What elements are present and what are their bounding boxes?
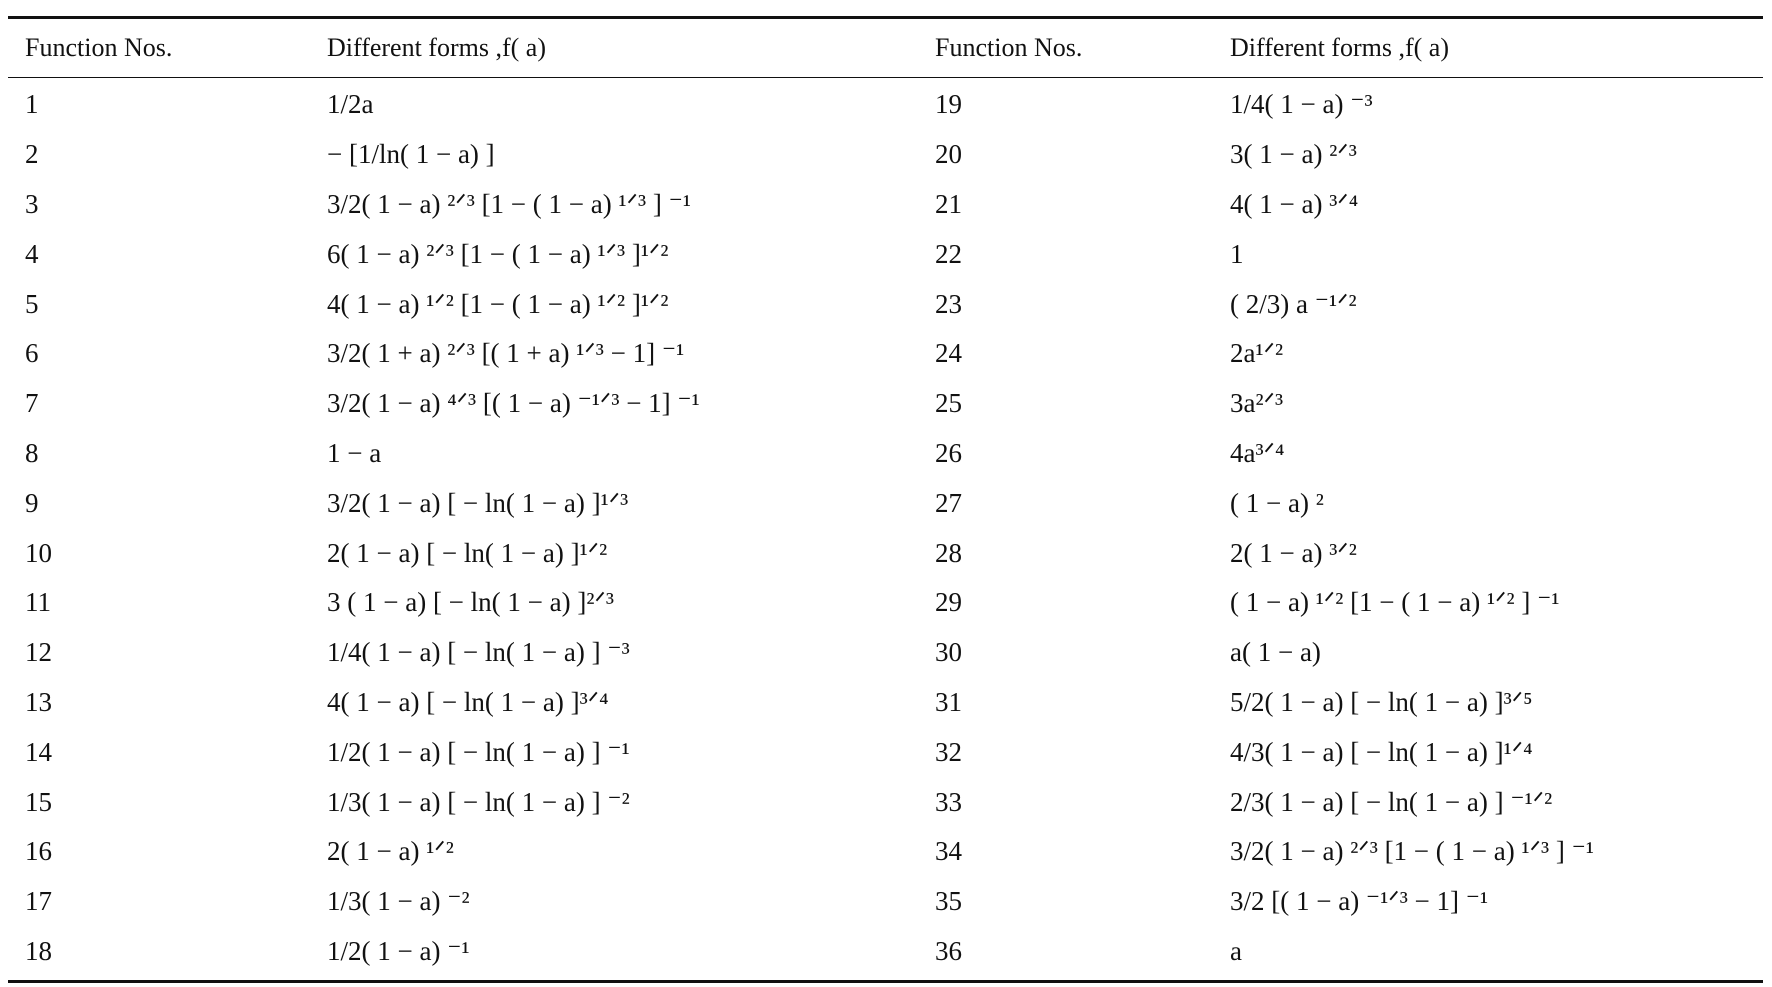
header-function-nos-right: Function Nos. [935, 33, 1083, 62]
function-no-left: 16 [25, 836, 52, 867]
function-no-left: 3 [25, 188, 39, 219]
table-row [8, 130, 1763, 180]
function-no-left: 5 [25, 288, 39, 319]
table-row [8, 727, 1763, 777]
function-no-right: 33 [935, 786, 962, 817]
function-no-left: 8 [25, 437, 39, 468]
function-form-left: 1/2a [327, 89, 374, 120]
function-form-left: 4( 1 − a) [ − ln( 1 − a) ]³ᐟ⁴ [327, 686, 609, 717]
function-form-left: 1/3( 1 − a) ⁻² [327, 886, 470, 917]
function-form-right: 4a³ᐟ⁴ [1230, 437, 1285, 468]
function-no-right: 29 [935, 587, 962, 618]
header-function-nos-left: Function Nos. [25, 33, 173, 62]
table-body [8, 78, 1763, 976]
function-form-left: 3/2( 1 − a) ²ᐟ³ [1 − ( 1 − a) ¹ᐟ³ ] ⁻¹ [327, 188, 691, 219]
table-row [8, 927, 1763, 977]
table-row [8, 678, 1763, 728]
function-no-left: 17 [25, 886, 52, 917]
function-form-left: 1/3( 1 − a) [ − ln( 1 − a) ] ⁻² [327, 786, 630, 817]
function-form-left: 1/2( 1 − a) [ − ln( 1 − a) ] ⁻¹ [327, 736, 630, 767]
function-no-right: 25 [935, 388, 962, 419]
function-form-right: 4/3( 1 − a) [ − ln( 1 − a) ]¹ᐟ⁴ [1230, 736, 1533, 767]
function-form-right: 1/4( 1 − a) ⁻³ [1230, 89, 1373, 120]
function-no-left: 9 [25, 487, 39, 518]
function-forms-table [8, 16, 1763, 983]
table-header-row [8, 19, 1763, 77]
function-no-left: 11 [25, 587, 51, 618]
function-form-left: 6( 1 − a) ²ᐟ³ [1 − ( 1 − a) ¹ᐟ³ ]¹ᐟ² [327, 238, 669, 269]
function-no-right: 27 [935, 487, 962, 518]
function-no-right: 30 [935, 637, 962, 668]
function-form-right: ( 1 − a) ¹ᐟ² [1 − ( 1 − a) ¹ᐟ² ] ⁻¹ [1230, 587, 1560, 618]
table-row [8, 528, 1763, 578]
function-no-right: 19 [935, 89, 962, 120]
table-row [8, 329, 1763, 379]
function-form-left: 4( 1 − a) ¹ᐟ² [1 − ( 1 − a) ¹ᐟ² ]¹ᐟ² [327, 288, 669, 319]
function-no-left: 12 [25, 637, 52, 668]
function-form-right: 2/3( 1 − a) [ − ln( 1 − a) ] ⁻¹ᐟ² [1230, 786, 1553, 817]
function-form-right: a [1230, 935, 1242, 966]
function-no-right: 34 [935, 836, 962, 867]
function-no-right: 36 [935, 935, 962, 966]
function-no-right: 35 [935, 886, 962, 917]
table-row [8, 628, 1763, 678]
function-form-left: 3 ( 1 − a) [ − ln( 1 − a) ]²ᐟ³ [327, 587, 614, 618]
function-no-left: 4 [25, 238, 39, 269]
function-form-right: 2( 1 − a) ³ᐟ² [1230, 537, 1357, 568]
function-no-left: 2 [25, 139, 39, 170]
function-no-right: 28 [935, 537, 962, 568]
function-no-left: 15 [25, 786, 52, 817]
function-no-left: 6 [25, 338, 39, 369]
function-form-right: 2a¹ᐟ² [1230, 338, 1284, 369]
function-form-right: 3( 1 − a) ²ᐟ³ [1230, 139, 1357, 170]
function-form-left: 2( 1 − a) ¹ᐟ² [327, 836, 454, 867]
function-no-right: 22 [935, 238, 962, 269]
function-no-left: 7 [25, 388, 39, 419]
table-row [8, 229, 1763, 279]
table-row [8, 429, 1763, 479]
table-row [8, 877, 1763, 927]
function-no-right: 24 [935, 338, 962, 369]
function-no-left: 1 [25, 89, 39, 120]
table-row [8, 379, 1763, 429]
function-form-right: 1 [1230, 238, 1244, 269]
function-form-left: − [1/ln( 1 − a) ] [327, 139, 495, 170]
function-form-right: 4( 1 − a) ³ᐟ⁴ [1230, 188, 1359, 219]
function-no-right: 26 [935, 437, 962, 468]
function-no-left: 13 [25, 686, 52, 717]
table-row [8, 279, 1763, 329]
function-form-left: 3/2( 1 − a) [ − ln( 1 − a) ]¹ᐟ³ [327, 487, 629, 518]
function-form-right: ( 2/3) a ⁻¹ᐟ² [1230, 288, 1357, 319]
function-no-right: 23 [935, 288, 962, 319]
function-form-left: 1 − a [327, 437, 382, 468]
function-form-right: 3a²ᐟ³ [1230, 388, 1284, 419]
function-form-left: 1/2( 1 − a) ⁻¹ [327, 935, 470, 966]
table-bottom-rule-1 [8, 980, 1763, 983]
function-form-left: 3/2( 1 + a) ²ᐟ³ [( 1 + a) ¹ᐟ³ − 1] ⁻¹ [327, 338, 685, 369]
function-no-left: 10 [25, 537, 52, 568]
function-no-right: 20 [935, 139, 962, 170]
table-row [8, 478, 1763, 528]
function-form-right: 3/2 [( 1 − a) ⁻¹ᐟ³ − 1] ⁻¹ [1230, 886, 1489, 917]
table-row [8, 827, 1763, 877]
table-row [8, 180, 1763, 230]
function-no-right: 32 [935, 736, 962, 767]
function-form-right: 3/2( 1 − a) ²ᐟ³ [1 − ( 1 − a) ¹ᐟ³ ] ⁻¹ [1230, 836, 1594, 867]
function-no-right: 21 [935, 188, 962, 219]
table-row [8, 578, 1763, 628]
function-form-right: a( 1 − a) [1230, 637, 1321, 668]
header-different-forms-right: Different forms ,f( a) [1230, 33, 1449, 62]
function-no-right: 31 [935, 686, 962, 717]
function-no-left: 18 [25, 935, 52, 966]
function-form-left: 2( 1 − a) [ − ln( 1 − a) ]¹ᐟ² [327, 537, 608, 568]
header-different-forms-left: Different forms ,f( a) [327, 33, 546, 62]
function-form-right: ( 1 − a) ² [1230, 487, 1324, 518]
table-row [8, 777, 1763, 827]
function-form-left: 3/2( 1 − a) ⁴ᐟ³ [( 1 − a) ⁻¹ᐟ³ − 1] ⁻¹ [327, 388, 700, 419]
function-form-left: 1/4( 1 − a) [ − ln( 1 − a) ] ⁻³ [327, 637, 630, 668]
function-form-right: 5/2( 1 − a) [ − ln( 1 − a) ]³ᐟ⁵ [1230, 686, 1533, 717]
function-no-left: 14 [25, 736, 52, 767]
table-row [8, 80, 1763, 130]
